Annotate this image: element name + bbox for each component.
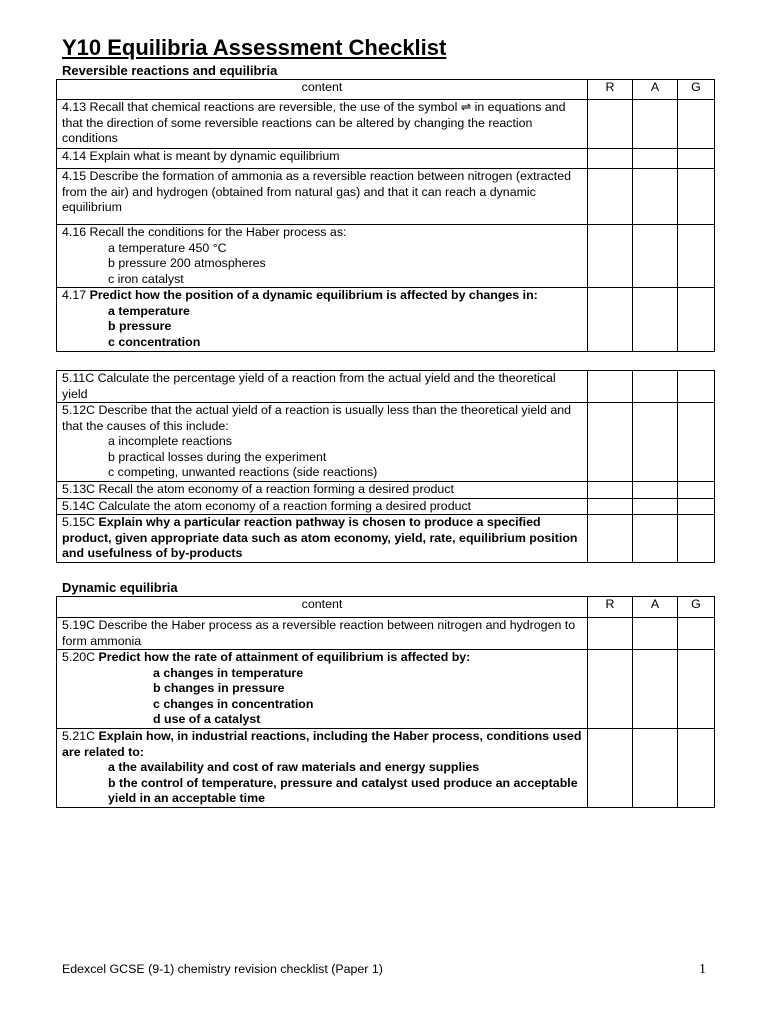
footer-text: Edexcel GCSE (9-1) chemistry revision checklist (Paper 1): [62, 962, 383, 976]
section-title-dynamic: Dynamic equilibria: [62, 580, 178, 595]
sub-item: b pressure 200 atmospheres: [108, 256, 266, 270]
table-row: [57, 482, 715, 499]
r-cell[interactable]: [588, 482, 633, 499]
item-code: 4.17: [62, 288, 87, 302]
g-cell[interactable]: [678, 650, 715, 729]
g-cell[interactable]: [678, 515, 715, 563]
row-content: 4.14 Explain what is meant by dynamic equilibrium: [57, 149, 588, 169]
r-header: R: [588, 80, 633, 100]
table-row: [57, 371, 715, 403]
a-cell[interactable]: [633, 618, 678, 650]
row-content: 5.13C Recall the atom economy of a reaction forming a desired product: [57, 482, 588, 499]
r-cell[interactable]: [588, 498, 633, 515]
row-content: [57, 403, 588, 482]
a-cell[interactable]: [633, 515, 678, 563]
a-cell[interactable]: [633, 403, 678, 482]
a-cell[interactable]: [633, 288, 678, 352]
table-row: [57, 225, 715, 288]
sub-item: c changes in concentration: [153, 696, 314, 711]
g-cell[interactable]: [678, 149, 715, 169]
row-content: [57, 729, 588, 808]
row-content: 4.13 Recall that chemical reactions are reversible, the use of the symbol ⇌ in equations and that the direction of some reversible reactions can be altered by changing the reaction conditions: [57, 100, 588, 149]
content-header: content: [57, 597, 588, 618]
g-cell[interactable]: [678, 100, 715, 149]
row-content: 5.19C Describe the Haber process as a reversible reaction between nitrogen and hydrogen to form ammonia: [57, 618, 588, 650]
sub-item: b practical losses during the experiment: [108, 449, 327, 464]
g-cell[interactable]: [678, 169, 715, 225]
item-text: 5.12C Describe that the actual yield of a reaction is usually less than the theoretical yield and that the causes of this include:: [62, 403, 571, 433]
row-content: [57, 225, 588, 288]
g-header: G: [678, 80, 715, 100]
item-text: Predict how the rate of attainment of equilibrium is affected by:: [98, 650, 471, 664]
table-row: [57, 149, 715, 169]
sub-item: b pressure: [108, 319, 172, 333]
section-title-reversible: Reversible reactions and equilibria: [62, 63, 278, 78]
table-row: [57, 618, 715, 650]
sub-item: b the control of temperature, pressure and catalyst used produce an acceptable yield in an acceptable time: [108, 775, 578, 805]
sub-item: d use of a catalyst: [153, 712, 261, 726]
page-number: 1: [699, 962, 706, 977]
a-cell[interactable]: [633, 729, 678, 808]
page-title: Y10 Equilibria Assessment Checklist: [62, 35, 447, 60]
g-cell[interactable]: [678, 403, 715, 482]
r-cell[interactable]: [588, 403, 633, 482]
table-row: [57, 169, 715, 225]
sub-item: c competing, unwanted reactions (side reactions): [108, 465, 378, 479]
item-text: Predict how the position of a dynamic equilibrium is affected by changes in:: [89, 288, 538, 302]
r-cell[interactable]: [588, 100, 633, 149]
sub-item: a temperature: [108, 303, 190, 318]
g-cell[interactable]: [678, 729, 715, 808]
r-cell[interactable]: [588, 288, 633, 352]
sub-item: c concentration: [108, 334, 201, 349]
sub-item: a temperature 450 °C: [108, 240, 227, 255]
table-row: [57, 288, 715, 352]
sub-item: a changes in temperature: [153, 665, 304, 680]
g-cell[interactable]: [678, 225, 715, 288]
sub-item: b changes in pressure: [153, 681, 285, 695]
r-cell[interactable]: [588, 618, 633, 650]
content-header: content: [57, 80, 588, 100]
row-content: [57, 650, 588, 729]
sub-item: c iron catalyst: [108, 271, 184, 286]
item-code: 5.20C: [62, 650, 96, 664]
a-cell[interactable]: [633, 169, 678, 225]
g-cell[interactable]: [678, 288, 715, 352]
item-text: 4.16 Recall the conditions for the Haber process as:: [62, 225, 347, 239]
g-cell[interactable]: [678, 618, 715, 650]
a-cell[interactable]: [633, 650, 678, 729]
r-cell[interactable]: [588, 169, 633, 225]
r-cell[interactable]: [588, 225, 633, 288]
sub-item: a incomplete reactions: [108, 434, 232, 448]
checklist-table-reversible: [56, 79, 715, 352]
table-row: [57, 729, 715, 808]
table-row: [57, 100, 715, 149]
a-cell[interactable]: [633, 149, 678, 169]
r-cell[interactable]: [588, 729, 633, 808]
r-cell[interactable]: [588, 650, 633, 729]
a-cell[interactable]: [633, 498, 678, 515]
r-cell[interactable]: [588, 149, 633, 169]
table-row: [57, 498, 715, 515]
a-header: A: [633, 80, 678, 100]
g-cell[interactable]: [678, 498, 715, 515]
row-content: 5.11C Calculate the percentage yield of a reaction from the actual yield and the theoretical yield: [57, 371, 588, 403]
a-cell[interactable]: [633, 225, 678, 288]
a-header: A: [633, 597, 678, 618]
g-header: G: [678, 597, 715, 618]
a-cell[interactable]: [633, 371, 678, 403]
sub-item: a the availability and cost of raw materials and energy supplies: [108, 760, 480, 774]
r-header: R: [588, 597, 633, 618]
checklist-table-dynamic: [56, 596, 715, 808]
table-row: [57, 650, 715, 729]
item-text: Explain how, in industrial reactions, including the Haber process, conditions used are related to:: [62, 729, 582, 759]
r-cell[interactable]: [588, 371, 633, 403]
table-row: [57, 515, 715, 563]
g-cell[interactable]: [678, 482, 715, 499]
a-cell[interactable]: [633, 482, 678, 499]
item-code: 5.21C: [62, 729, 96, 743]
item-text: Explain why a particular reaction pathway is chosen to produce a specified product, given appropriate data such as atom economy, yield, rate, equilibrium position and usefulness of by-products: [62, 515, 578, 560]
row-content: 4.15 Describe the formation of ammonia as a reversible reaction between nitrogen (extracted from the air) and hydrogen (obtained from natural gas) and that it can reach a dynamic equilibrium: [57, 169, 588, 225]
g-cell[interactable]: [678, 371, 715, 403]
item-code: 5.15C: [62, 515, 96, 529]
r-cell[interactable]: [588, 515, 633, 563]
checklist-table-yield: [56, 370, 715, 563]
row-content: [57, 288, 588, 352]
table-row: [57, 403, 715, 482]
row-content: 5.14C Calculate the atom economy of a reaction forming a desired product: [57, 498, 588, 515]
row-content: [57, 515, 588, 563]
a-cell[interactable]: [633, 100, 678, 149]
